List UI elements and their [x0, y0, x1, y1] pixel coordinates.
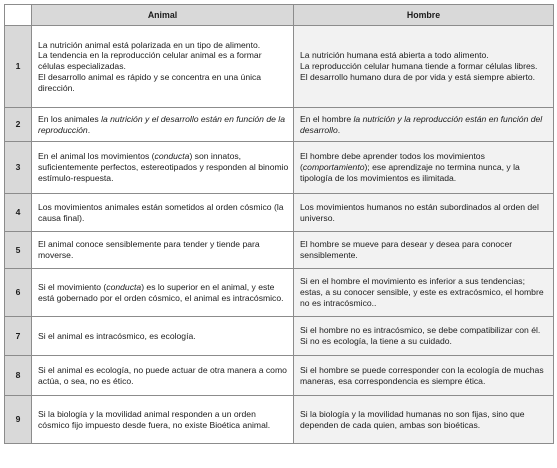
table-row — [5, 269, 554, 317]
animal-cell — [32, 108, 294, 142]
animal-line: La nutrición animal está polarizada en un tipo de alimento. — [38, 39, 261, 50]
animal-italic-text: la nutrición y el desarrollo están en función de la reproducción — [38, 113, 285, 135]
row-number: 3 — [5, 142, 32, 194]
header-row — [5, 5, 554, 26]
header-corner — [5, 5, 32, 26]
header-hombre: Hombre — [294, 5, 554, 26]
hombre-line: El desarrollo humano dura de por vida y está siempre abierto. — [300, 71, 536, 82]
row-number: 1 — [5, 26, 32, 108]
animal-cell: Si el animal es ecología, no puede actuar de otra manera a como actúa, o sea, no es ético. — [32, 356, 294, 396]
animal-text: . — [87, 124, 91, 135]
table-row — [5, 142, 554, 194]
table-row — [5, 356, 554, 396]
animal-cell — [32, 26, 294, 108]
hombre-cell: Si el hombre se puede corresponder con la ecología de muchas maneras, esa correspondencia es siempre ética. — [294, 356, 554, 396]
row-number: 5 — [5, 232, 32, 269]
row-number: 8 — [5, 356, 32, 396]
header-animal: Animal — [32, 5, 294, 26]
animal-cell: Si la biología y la movilidad animal responden a un orden cósmico fijo impuesto desde fuera, no existe Bioética animal. — [32, 396, 294, 444]
animal-text: En el animal los movimientos ( — [38, 151, 155, 162]
hombre-text: El hombre debe aprender todos los movimientos ( — [300, 151, 485, 173]
animal-text: ) son innatos, suficientemente perfectos, estereotipados y responden al binomio estímulo-respuesta. — [38, 151, 289, 183]
hombre-cell: Si la biología y la movilidad humanas no son fijas, sino que dependen de cada quien, ambas son bioéticas. — [294, 396, 554, 444]
animal-text: Si el movimiento ( — [38, 281, 107, 292]
animal-cell — [32, 142, 294, 194]
hombre-line: La nutrición humana está abierta a todo alimento. — [300, 50, 489, 61]
animal-cell — [32, 269, 294, 317]
hombre-text: En el hombre — [300, 113, 354, 124]
animal-cell: El animal conoce sensiblemente para tender y tiende para moverse. — [32, 232, 294, 269]
hombre-cell: El hombre se mueve para desear y desea para conocer sensiblemente. — [294, 232, 554, 269]
row-number: 4 — [5, 194, 32, 232]
animal-text: En los animales — [38, 113, 102, 124]
animal-line: La tendencia en la reproducción celular animal es a formar células especializadas. — [38, 50, 262, 72]
animal-italic-text: conducta — [154, 151, 190, 162]
row-number: 7 — [5, 317, 32, 356]
row-number: 9 — [5, 396, 32, 444]
table-row — [5, 232, 554, 269]
table-row — [5, 317, 554, 356]
hombre-cell — [294, 108, 554, 142]
hombre-line: La reproducción celular humana tiende a formar células libres. — [300, 61, 538, 72]
table-row — [5, 108, 554, 142]
table-row — [5, 26, 554, 108]
hombre-cell: Si en el hombre el movimiento es inferior a sus tendencias; estas, a su conocer sensible, y este es extracósmico, el hombre no es intracósmico.. — [294, 269, 554, 317]
comparison-table — [4, 4, 554, 444]
animal-text: ) es lo superior en el animal, y este está gobernado por el orden cósmico, el animal es intracósmico. — [38, 281, 284, 303]
hombre-cell — [294, 142, 554, 194]
row-number: 6 — [5, 269, 32, 317]
hombre-italic-text: la nutrición y la reproducción están en función del desarrollo — [300, 113, 543, 135]
row-number: 2 — [5, 108, 32, 142]
animal-cell: Los movimientos animales están sometidos al orden cósmico (la causa final). — [32, 194, 294, 232]
hombre-italic-text: comportamiento — [302, 162, 365, 173]
hombre-text: . — [337, 124, 341, 135]
hombre-cell: Si el hombre no es intracósmico, se debe compatibilizar con él. Si no es ecología, la tiene a su cuidado. — [294, 317, 554, 356]
animal-line: El desarrollo animal es rápido y se concentra en una única dirección. — [38, 71, 262, 93]
animal-cell: Si el animal es intracósmico, es ecología. — [32, 317, 294, 356]
table-row — [5, 194, 554, 232]
hombre-text: ); ese aprendizaje no termina nunca, y la tipología de los movimientos es ilimitada. — [300, 162, 520, 183]
table-row — [5, 396, 554, 444]
hombre-cell: Los movimientos humanos no están subordinados al orden del universo. — [294, 194, 554, 232]
animal-italic-text: conducta — [106, 281, 142, 292]
hombre-cell — [294, 26, 554, 108]
